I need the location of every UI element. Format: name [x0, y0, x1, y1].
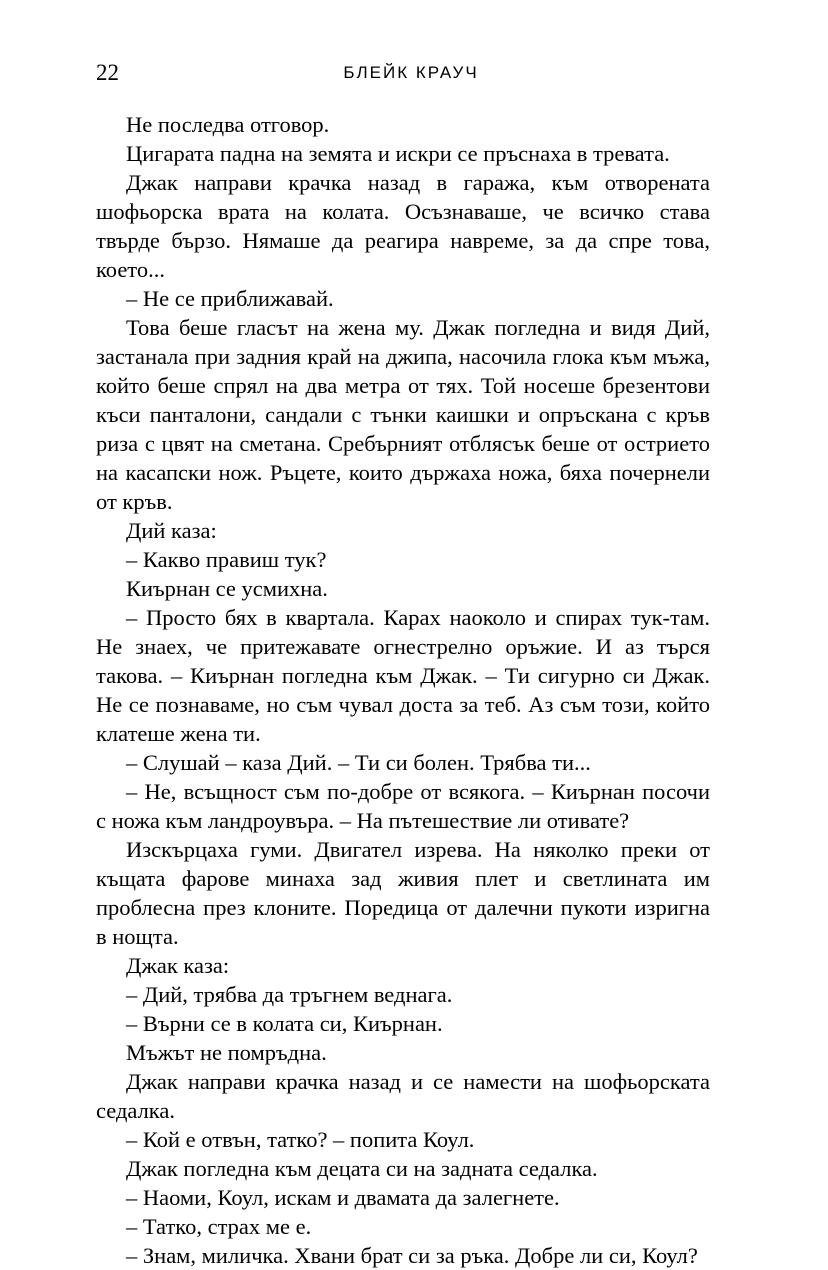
paragraph: – Слушай – каза Дий. – Ти си болен. Трябва ти...: [126, 750, 591, 775]
paragraph: Джак направи крачка назад в гаража, към отворената шофьорска врата на колата. Осъзнаваше, че всичко става твърде бързо. Нямаше да реагира навреме, за да спре това, което...: [96, 170, 710, 282]
paragraph: Изскърцаха гуми. Двигател изрева. На няколко преки от къщата фарове минаха зад живия плет и светлината им проблесна през клоните. Поредица от далечни пукоти изригна в нощта.: [96, 837, 710, 949]
paragraph: Джак каза:: [126, 953, 230, 978]
paragraph: Мъжът не помръдна.: [126, 1040, 327, 1065]
paragraph: – Не се приближавай.: [126, 286, 334, 311]
paragraph: Дий каза:: [126, 518, 217, 543]
page-header: [96, 60, 716, 90]
paragraph: Не последва отговор.: [126, 112, 330, 137]
paragraph: Киърнан се усмихна.: [126, 576, 328, 601]
body-text: [96, 110, 710, 1270]
paragraph: Цигарата падна на земята и искри се пръснаха в тревата.: [126, 141, 670, 166]
paragraph: – Дий, трябва да тръгнем веднага.: [126, 982, 453, 1007]
paragraph: – Какво правиш тук?: [126, 547, 327, 572]
running-head-author: БЛЕЙК КРАУЧ: [343, 63, 479, 82]
paragraph: – Наоми, Коул, искам и двамата да залегнете.: [126, 1185, 560, 1210]
paragraph: – Не, всъщност съм по-добре от всякога. – Киърнан посочи с ножа към ландроувъра. – На пътешествие ли отивате?: [96, 779, 710, 833]
paragraph: – Татко, страх ме е.: [126, 1214, 312, 1239]
paragraph: – Върни се в колата си, Киърнан.: [126, 1011, 443, 1036]
paragraph: Това беше гласът на жена му. Джак погледна и видя Дий, застанала при задния край на джипа, насочила глока към мъжа, който беше спрял на два метра от тях. Той носеше брезентови къси панталони, сандали с тънки каишки и опръскана с кръв риза с цвят на сметана. Сребърният отблясък беше от острието на касапски нож. Ръцете, които държаха ножа, бяха почернели от кръв.: [96, 315, 710, 514]
paragraph: – Просто бях в квартала. Карах наоколо и спирах тук-там. Не знаех, че притежавате огнестрелно оръжие. И аз търся такова. – Киърнан погледна към Джак. – Ти сигурно си Джак. Не се познаваме, но съм чувал доста за теб. Аз съм този, който клатеше жена ти.: [96, 605, 710, 746]
paragraph: Джак направи крачка назад и се намести на шофьорската седалка.: [96, 1069, 710, 1123]
paragraph: Джак погледна към децата си на задната седалка.: [126, 1156, 598, 1181]
paragraph: – Знам, миличка. Хвани брат си за ръка. Добре ли си, Коул?: [126, 1243, 698, 1268]
page-number: 22: [96, 60, 119, 85]
paragraph: – Кой е отвън, татко? – попита Коул.: [126, 1127, 475, 1152]
